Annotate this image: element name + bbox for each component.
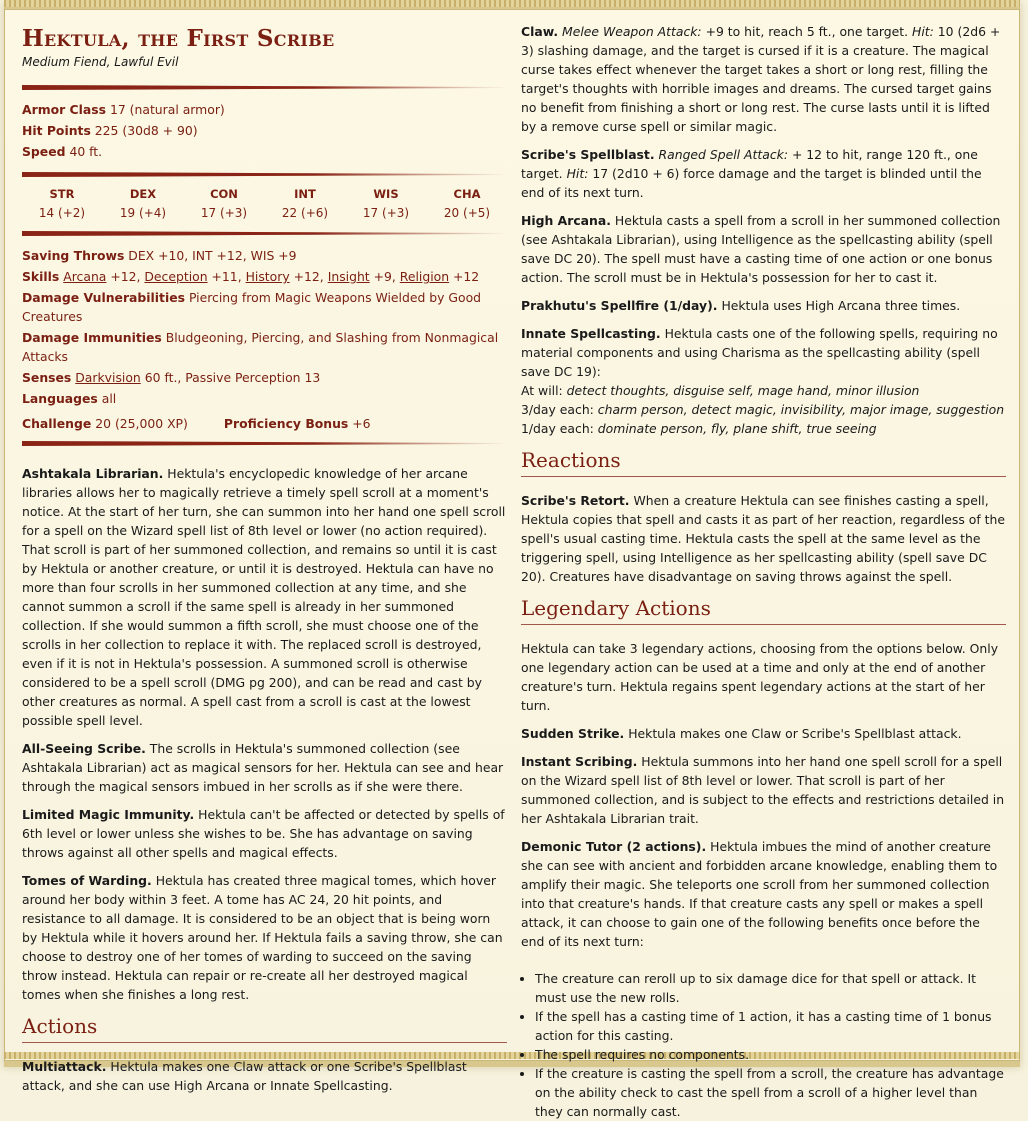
skill-link-deception[interactable]: Deception [144, 269, 208, 284]
skills: Skills Arcana +12, Deception +11, History +12, Insight +9, Religion +12 [22, 269, 480, 284]
legendary-actions-heading: Legendary Actions [521, 596, 1006, 625]
divider [22, 441, 507, 446]
list-item: • The creature can reroll up to six damage dice for that spell or attack. It must use the new rolls. [535, 969, 1006, 1007]
ability-str: STR 14 (+2) [38, 187, 86, 220]
skill-link-history[interactable]: History [245, 269, 290, 284]
action-claw: Claw. Melee Weapon Attack: +9 to hit, reach 5 ft., one target. Hit: 10 (2d6 + 3) slashing damage, and the target is cursed if it is a creature. The magical curse takes effect whenever the target takes a short or long rest, filling the target's thoughts with horrible images and dreams. The cursed target gains no benefit from finishing a short or long rest. The curse lasts until it is lifted by a remove curse spell or similar magic. [521, 24, 1001, 134]
ability-scores [22, 185, 507, 223]
hit-points: Hit Points 225 (30d8 + 90) [22, 123, 198, 138]
legendary-instant-scribing: Instant Scribing. Hektula summons into her hand one spell scroll for a spell on the Wizard spell list of 8th level or lower. That scroll is part of her summoned collection, and is subject to the effects and restrictions detailed in her Ashtakala Librarian trait. [521, 754, 1005, 826]
skill-link-arcana[interactable]: Arcana [63, 269, 107, 284]
spell-list [521, 381, 1006, 438]
legendary-intro: Hektula can take 3 legendary actions, choosing from the options below. Only one legendary action can be used at a time and only at the end of another creature's turn. Hektula regains spent legendary actions at the start of her turn. [521, 641, 999, 713]
languages: Languages all [22, 391, 117, 406]
legendary-demonic-tutor: Demonic Tutor (2 actions). Hektula imbues the mind of another creature she can see with ancient and forbidden arcane knowledge, enabling them to amplify their magic. She teleports one scroll from her summoned collection into that creature's hands. If that creature casts any spell or makes a spell attack, it can choose to gain one of the following benefits once before the end of its next turn: [521, 839, 998, 949]
skill-link-religion[interactable]: Religion [399, 269, 450, 284]
spell-line-3-day: 3/day each: charm person, detect magic, invisibility, major image, suggestion [521, 402, 1005, 417]
trait-all-seeing-scribe: All-Seeing Scribe. The scrolls in Hektula's summoned collection (see Ashtakala Librarian) act as magical sensors for her. Hektula can see and hear through the magical sensors imbued in her scrolls as if she were there. [22, 741, 504, 794]
list-item: • If the creature is casting the spell from a scroll, the creature has advantage on the ability check to cast the spell from a scroll of a higher level than they can normally cast. [535, 1064, 1006, 1121]
challenge-row [22, 414, 507, 433]
trait-limited-magic-immunity: Limited Magic Immunity. Hektula can't be affected or detected by spells of 6th level or lower unless she wishes to be. She has advantage on saving throws against all other spells and magical effects. [22, 807, 505, 860]
monster-meta: Medium Fiend, Lawful Evil [22, 55, 179, 69]
senses: Senses Darkvision 60 ft., Passive Perception 13 [22, 370, 321, 385]
benefits-list [521, 969, 1006, 1121]
challenge: Challenge 20 (25,000 XP) [22, 416, 188, 431]
action-high-arcana: High Arcana. Hektula casts a spell from a scroll in her summoned collection (see Ashtakala Librarian), using Intelligence as the spellcasting ability (spell save DC 20). The spell must have a casting time of one action or one bonus action. The scroll must be in Hektula's possession for her to cast it. [521, 213, 1001, 285]
reactions-heading: Reactions [521, 448, 1006, 477]
proficiency-bonus: Proficiency Bonus +6 [223, 416, 371, 431]
action-scribes-spellblast: Scribe's Spellblast. Ranged Spell Attack: + 12 to hit, range 120 ft., one target. Hit: 17 (2d10 + 6) force damage and the target is blinded until the end of its next turn. [521, 147, 982, 200]
armor-class: Armor Class 17 (natural armor) [22, 102, 225, 117]
monster-name: Hektula, the First Scribe [22, 25, 335, 52]
trait-tomes-of-warding: Tomes of Warding. Hektula has created three magical tomes, which hover around her body within 3 feet. A tome has AC 24, 20 hit points, and resistance to all damage. It is considered to be an object that is being worn by Hektula while it hovers around her. If Hektula fails a saving throw, she can choose to destroy one of her tomes of warding to succeed on the saving throw instead. Hektula can repair or re-create all her destroyed magical tomes when she finishes a long rest. [22, 873, 503, 1002]
right-column [521, 22, 1006, 1121]
legendary-sudden-strike: Sudden Strike. Hektula makes one Claw or Scribe's Spellblast attack. [521, 726, 962, 741]
divider [22, 231, 507, 236]
spell-line-at-will: At will: detect thoughts, disguise self, mage hand, minor illusion [521, 383, 920, 398]
list-item: • The spell requires no components. [535, 1045, 1006, 1064]
ability-con: CON 17 (+3) [200, 187, 248, 220]
spell-line-1-day: 1/day each: dominate person, fly, plane shift, true seeing [521, 421, 877, 436]
speed: Speed 40 ft. [22, 144, 103, 159]
action-multiattack: Multiattack. Hektula makes one Claw attack or one Scribe's Spellblast attack, and she can use High Arcana or Innate Spellcasting. [22, 1059, 467, 1093]
actions-heading: Actions [22, 1014, 507, 1043]
left-column [22, 22, 507, 1104]
saving-throws: Saving Throws DEX +10, INT +12, WIS +9 [22, 248, 297, 263]
divider [22, 85, 507, 90]
reaction-scribes-retort: Scribe's Retort. When a creature Hektula can see finishes casting a spell, Hektula copies that spell and casts it as part of her reaction, regardless of the spell's usual casting time. Hektula casts the spell at the same level as the triggering spell, using Intelligence as her spellcasting ability (spell save DC 20). Creatures have disadvantage on saving throws against the spell. [521, 493, 1005, 584]
action-prakhutus-spellfire: Prakhutu's Spellfire (1/day). Hektula uses High Arcana three times. [521, 298, 961, 313]
ability-dex: DEX 19 (+4) [119, 187, 167, 220]
skill-link-insight[interactable]: Insight [327, 269, 370, 284]
action-innate-spellcasting: Innate Spellcasting. Hektula casts one of the following spells, requiring no material components and using Charisma as the spellcasting ability (spell save DC 19): At will: detect thoughts, disguise self, mage hand, minor illusion 3/day each: charm person, detect magic, invisibility, major image, suggestion 1/day each: dominate person, fly, plane shift, true seeing [521, 326, 1005, 436]
trait-ashtakala-librarian: Ashtakala Librarian. Hektula's encyclopedic knowledge of her arcane libraries allows her to magically retrieve a timely spell scroll at a moment's notice. At the start of her turn, she can summon into her hand one spell scroll for a spell on the Wizard spell list of 8th level or lower (no action required). That scroll is part of her summoned collection, and remains so until it is cast by Hektula or another creature, or until it is destroyed. Hektula can have no more than four scrolls in her summoned collection at any time, and she cannot summon a scroll if the same spell is already in her summoned collection. If she would summon a fifth scroll, she must choose one of the scrolls in her collection to replace it with. The replaced scroll is destroyed, even if it is not in Hektula's possession. A summoned scroll is otherwise considered to be a spell scroll (DMG pg 200), and can be read and cast by other creatures as normal. A spell cast from a scroll is cast at the lowest possible spell level. [22, 466, 506, 728]
top-border [4, 0, 1020, 7]
divider [22, 172, 507, 177]
darkvision-link[interactable]: Darkvision [75, 370, 141, 385]
damage-immunities: Damage Immunities Bludgeoning, Piercing, and Slashing from Nonmagical Attacks [22, 330, 499, 364]
damage-vulnerabilities: Damage Vulnerabilities Piercing from Magic Weapons Wielded by Good Creatures [22, 290, 482, 324]
ability-wis: WIS 17 (+3) [362, 187, 410, 220]
list-item: • If the spell has a casting time of 1 action, it has a casting time of 1 bonus action for this casting. [535, 1007, 1006, 1045]
ability-cha: CHA 20 (+5) [443, 187, 491, 220]
ability-int: INT 22 (+6) [281, 187, 329, 220]
